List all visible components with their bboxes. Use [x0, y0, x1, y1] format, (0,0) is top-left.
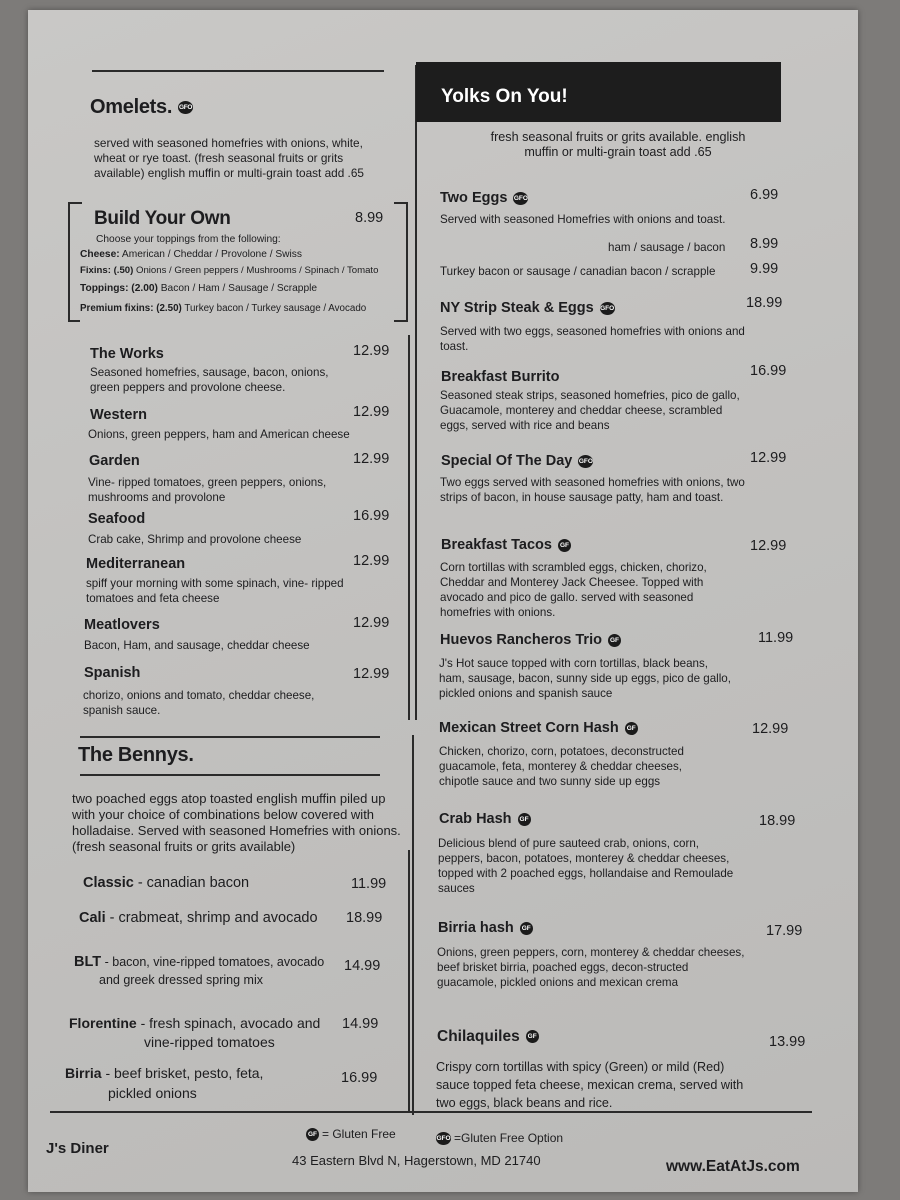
yolks-header-bar [416, 62, 781, 122]
yolks-item-price: 12.99 [752, 721, 789, 737]
yolks-item-title: Breakfast Tacos [441, 537, 552, 553]
benny-item-desc: - fresh spinach, avocado and [140, 1015, 321, 1031]
menu-paper [28, 10, 858, 1192]
yolks-item-name [440, 632, 621, 648]
omelets-title: Omelets. [90, 96, 173, 118]
yolks-item-title: Birria hash [438, 920, 514, 936]
gfo-badge-icon: GFO [600, 302, 615, 315]
yolks-item-desc: Crispy corn tortillas with spicy (Green) or mild (Red) sauce topped feta cheese, mexican crema, served with two eggs, black beans and rice. [436, 1060, 744, 1110]
yolks-item-desc: Seasoned steak strips, seasoned homefries, pico de gallo, Guacamole, monterey and cheddar cheese, scrambled eggs, served with rice and beans [440, 389, 740, 432]
gf-badge-icon: GF [520, 922, 533, 935]
byo-cheese-label: Cheese: [80, 249, 120, 260]
byo-cheese-options: American / Cheddar / Provolone / Swiss [121, 249, 302, 260]
two-eggs-addon-price: 8.99 [750, 236, 779, 252]
yolks-item-price: 12.99 [750, 450, 787, 466]
bennys-bottom-rule [80, 774, 380, 776]
omelet-item-name: The Works [90, 346, 164, 362]
omelet-item-desc: spiff your morning with some spinach, vine- ripped tomatoes and feta cheese [86, 577, 344, 605]
yolks-item-name [438, 920, 533, 936]
benny-item-desc-line2: pickled onions [108, 1085, 197, 1101]
yolks-item-price: 12.99 [750, 538, 787, 554]
omelet-item-price: 12.99 [353, 404, 390, 420]
benny-item-name: Cali [79, 910, 106, 926]
omelet-item-name: Western [90, 407, 147, 423]
benny-item-desc: - beef brisket, pesto, feta, [105, 1065, 264, 1081]
gf-badge-icon: GF [306, 1128, 319, 1141]
byo-fixins-label: Fixins: (.50) [80, 265, 134, 276]
omelet-item-price: 12.99 [353, 615, 390, 631]
yolks-item-title: Huevos Rancheros Trio [440, 632, 602, 648]
gfo-badge-icon: GFO [178, 101, 193, 114]
yolks-item-price: 17.99 [766, 923, 803, 939]
footer-address: 43 Eastern Blvd N, Hagerstown, MD 21740 [292, 1153, 541, 1168]
omelet-item-price: 16.99 [353, 508, 390, 524]
yolks-item-price: 18.99 [746, 295, 783, 311]
left-column-divider [408, 335, 410, 720]
gfo-badge-icon: GFO [436, 1132, 451, 1145]
byo-subtitle: Choose your toppings from the following: [96, 234, 281, 245]
yolks-item-desc: Two eggs served with seasoned homefries with onions, two strips of bacon, in house sausage patty, ham and toast. [440, 476, 745, 504]
benny-item-name: Birria [65, 1065, 102, 1081]
gfo-badge-icon: GFO [578, 455, 593, 468]
omelets-heading [90, 96, 193, 119]
gf-legend [306, 1127, 396, 1141]
yolks-item-desc: Served with seasoned Homefries with onions and toast. [440, 213, 726, 226]
yolks-item-name [440, 300, 615, 316]
gf-legend-text: = Gluten Free [322, 1127, 396, 1141]
yolks-intro: fresh seasonal fruits or grits available. english muffin or multi-grain toast add .65 [490, 130, 746, 159]
benny-item-desc: - crabmeat, shrimp and avocado [109, 910, 318, 926]
right-column-divider [412, 735, 414, 1115]
bennys-title: The Bennys. [78, 744, 194, 766]
benny-item-price: 18.99 [346, 910, 383, 926]
omelet-item-price: 12.99 [353, 451, 390, 467]
benny-item [65, 1065, 263, 1081]
yolks-item-price: 11.99 [758, 630, 794, 646]
omelet-item-price: 12.99 [353, 343, 390, 359]
yolks-item-title: Special Of The Day [441, 453, 573, 469]
two-eggs-addon: ham / sausage / bacon [608, 241, 726, 254]
byo-corner [68, 320, 80, 322]
gf-badge-icon: GF [625, 722, 638, 735]
gf-badge-icon: GF [558, 539, 571, 552]
byo-fixins [80, 264, 378, 277]
yolks-item-title: Two Eggs [440, 190, 508, 206]
yolks-item-name [440, 190, 528, 206]
byo-premium-label: Premium fixins: (2.50) [80, 303, 182, 314]
omelet-item-desc: chorizo, onions and tomato, cheddar cheese, spanish sauce. [83, 689, 315, 717]
yolks-item-name: Breakfast Burrito [441, 369, 560, 385]
two-eggs-addon: Turkey bacon or sausage / canadian bacon / scrapple [440, 265, 716, 278]
yolks-item-name [439, 720, 638, 736]
benny-item [69, 1015, 320, 1031]
omelets-intro: served with seasoned homefries with onions, white, wheat or rye toast. (fresh seasonal fruits or grits available) english muffin or multi-grain toast add .65 [94, 136, 364, 180]
benny-item-desc-line2: and greek dressed spring mix [99, 973, 263, 987]
byo-toppings [80, 282, 317, 295]
gfo-legend [436, 1131, 563, 1145]
benny-item-desc-line2: vine-ripped tomatoes [144, 1034, 275, 1050]
omelets-top-rule [92, 70, 384, 72]
yolks-item-desc: Chicken, chorizo, corn, potatoes, deconstructed guacamole, feta, monterey & cheddar cheeses, chipotle sauce and two sunny side up eggs [439, 745, 684, 788]
yolks-item-name [439, 811, 531, 827]
gfo-legend-text: =Gluten Free Option [454, 1131, 564, 1145]
benny-item-name: Classic [83, 875, 134, 891]
yolks-item-title: Mexican Street Corn Hash [439, 720, 619, 736]
benny-item [83, 875, 249, 891]
omelet-item-desc: Vine- ripped tomatoes, green peppers, onions, mushrooms and provolone [88, 476, 327, 504]
benny-item-name: BLT [74, 954, 102, 970]
yolks-item-price: 16.99 [750, 363, 787, 379]
yolks-item-price: 18.99 [759, 813, 796, 829]
yolks-item-title: Crab Hash [439, 811, 512, 827]
byo-cheese [80, 248, 302, 261]
byo-toppings-options: Bacon / Ham / Sausage / Scrapple [160, 283, 318, 294]
omelet-item-name: Garden [89, 453, 140, 469]
byo-fixins-options: Onions / Green peppers / Mushrooms / Spinach / Tomato [135, 265, 379, 276]
benny-item-price: 14.99 [342, 1016, 379, 1032]
gf-badge-icon: GF [526, 1030, 539, 1043]
omelet-item-price: 12.99 [353, 553, 390, 569]
gfo-badge-icon: GFO [513, 192, 528, 205]
yolks-item-price: 13.99 [769, 1034, 806, 1050]
yolks-item-name [437, 1028, 539, 1046]
right-column-divider [415, 65, 417, 720]
benny-item-desc: - bacon, vine-ripped tomatoes, avocado [104, 955, 325, 969]
byo-premium-options: Turkey bacon / Turkey sausage / Avocado [184, 303, 367, 314]
yolks-item-title: Chilaquiles [437, 1028, 520, 1045]
yolks-item-name [441, 453, 593, 469]
omelet-item-desc: Crab cake, Shrimp and provolone cheese [88, 533, 302, 546]
benny-item [74, 954, 324, 970]
byo-premium [80, 302, 366, 315]
byo-corner [394, 320, 406, 322]
benny-item-price: 16.99 [341, 1070, 378, 1086]
bennys-divider [408, 850, 410, 1112]
byo-toppings-label: Toppings: (2.00) [80, 283, 158, 294]
bennys-top-rule [80, 736, 380, 738]
gf-badge-icon: GF [518, 813, 531, 826]
bennys-intro: two poached eggs atop toasted english muffin piled up with your choice of combinations below covered with holladaise. Served with seasoned Homefries with onions. (fresh seasonal fruits or grits available) [72, 791, 401, 854]
omelet-item-name: Mediterranean [86, 556, 186, 572]
byo-title: Build Your Own [94, 208, 231, 229]
benny-item-price: 14.99 [344, 958, 381, 974]
yolks-item-title: NY Strip Steak & Eggs [440, 300, 594, 316]
omelet-item-name: Spanish [84, 665, 141, 681]
omelet-item-desc: Seasoned homefries, sausage, bacon, onions, green peppers and provolone cheese. [90, 366, 329, 394]
yolks-item-desc: Delicious blend of pure sauteed crab, onions, corn, peppers, bacon, potatoes, monterey & cheddar cheeses, topped with 2 poached eggs, hollandaise and Remoulade sauces [438, 837, 734, 895]
benny-item [79, 910, 318, 926]
yolks-title: Yolks On You! [441, 86, 568, 107]
footer-brand: J's Diner [46, 1140, 109, 1157]
byo-price: 8.99 [355, 210, 384, 226]
benny-item-price: 11.99 [351, 876, 387, 892]
omelet-item-price: 12.99 [353, 666, 390, 682]
omelet-item-desc: Bacon, Ham, and sausage, cheddar cheese [84, 639, 310, 652]
yolks-item-desc: Served with two eggs, seasoned homefries with onions and toast. [440, 325, 745, 353]
yolks-item-desc: Onions, green peppers, corn, monterey & cheddar cheeses, beef brisket birria, poached eggs, decon-structed guacamole, pickled onions and mexican crema [437, 946, 745, 989]
omelet-item-name: Meatlovers [84, 617, 160, 633]
footer-website[interactable]: www.EatAtJs.com [666, 1158, 800, 1175]
benny-item-name: Florentine [69, 1015, 137, 1031]
omelet-item-name: Seafood [88, 511, 146, 527]
footer-rule [50, 1111, 812, 1113]
yolks-item-desc: Corn tortillas with scrambled eggs, chicken, chorizo, Cheddar and Monterey Jack Cheesee. Topped with avocado and pico de gallo. served with seasoned homefries with onions. [440, 561, 707, 619]
gf-badge-icon: GF [608, 634, 621, 647]
yolks-item-price: 6.99 [750, 187, 779, 203]
yolks-item-desc: J's Hot sauce topped with corn tortillas, black beans, ham, sausage, bacon, sunny side up eggs, pico de gallo, pickled onions and spanish sauce [439, 657, 731, 700]
yolks-item-name [441, 537, 571, 553]
two-eggs-addon-price: 9.99 [750, 261, 779, 277]
omelet-item-desc: Onions, green peppers, ham and American cheese [88, 428, 350, 441]
benny-item-desc: - canadian bacon [137, 875, 250, 891]
